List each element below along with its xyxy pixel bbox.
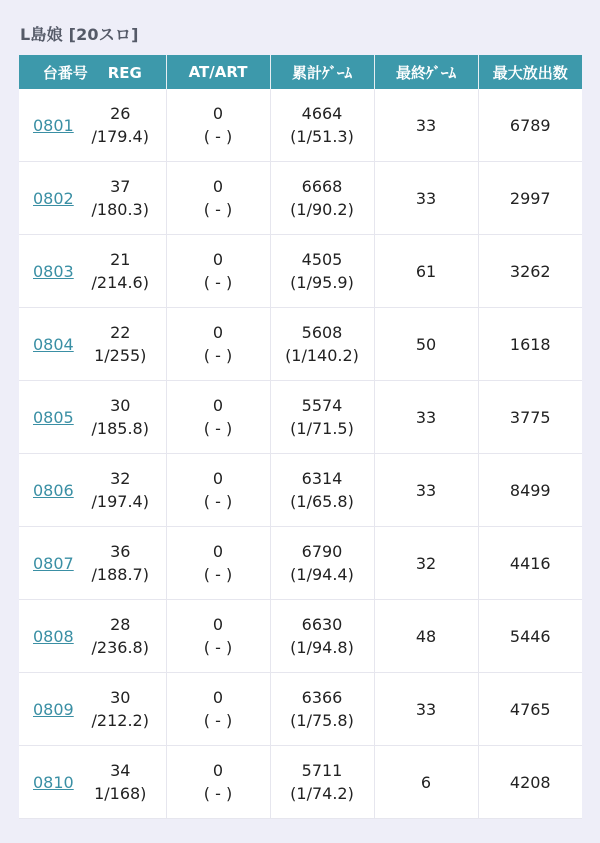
machine-number-link[interactable]: 0804 bbox=[33, 334, 74, 354]
table-row bbox=[19, 600, 582, 673]
max-payout-cell: 3262 bbox=[478, 235, 582, 308]
machine-reg-cell bbox=[19, 89, 166, 162]
at-count: 0 bbox=[212, 761, 224, 780]
max-payout-cell: 5446 bbox=[478, 600, 582, 673]
total-games-cell bbox=[270, 527, 374, 600]
at-count: 0 bbox=[212, 396, 224, 415]
reg-value bbox=[81, 394, 166, 440]
total-games-cell bbox=[270, 600, 374, 673]
at-probability: ( - ) bbox=[203, 784, 233, 803]
at-probability: ( - ) bbox=[203, 200, 233, 219]
machine-number-link[interactable]: 0803 bbox=[33, 261, 74, 281]
total-games-cell bbox=[270, 381, 374, 454]
total-games: 6630 bbox=[301, 615, 343, 634]
total-probability: (1/74.2) bbox=[290, 784, 354, 803]
table-header-row bbox=[19, 55, 582, 89]
table-body bbox=[19, 89, 582, 819]
machine-number-link[interactable]: 0801 bbox=[33, 115, 74, 135]
at-probability: ( - ) bbox=[203, 638, 233, 657]
at-art-cell bbox=[166, 162, 270, 235]
machine-number-link[interactable]: 0807 bbox=[33, 553, 74, 573]
max-payout-cell: 4765 bbox=[478, 673, 582, 746]
machine-reg-cell bbox=[19, 381, 166, 454]
reg-value bbox=[81, 248, 166, 294]
max-payout-cell: 4208 bbox=[478, 746, 582, 819]
reg-probability: /236.8) bbox=[91, 638, 149, 657]
reg-probability: /197.4) bbox=[91, 492, 149, 511]
table-row bbox=[19, 235, 582, 308]
reg-probability: /188.7) bbox=[91, 565, 149, 584]
machine-reg-cell bbox=[19, 673, 166, 746]
at-art-cell bbox=[166, 746, 270, 819]
total-games: 5608 bbox=[301, 323, 343, 342]
total-games-cell bbox=[270, 673, 374, 746]
total-games: 6314 bbox=[301, 469, 343, 488]
header-machine-no: 台番号 bbox=[42, 63, 88, 82]
at-probability: ( - ) bbox=[203, 346, 233, 365]
reg-value bbox=[81, 540, 166, 586]
machine-number-link[interactable]: 0806 bbox=[33, 480, 74, 500]
machine-number-link[interactable]: 0802 bbox=[33, 188, 74, 208]
at-art-cell bbox=[166, 381, 270, 454]
header-last-games: 最終ｹﾞｰﾑ bbox=[374, 55, 478, 89]
at-count: 0 bbox=[212, 542, 224, 561]
total-games: 4664 bbox=[301, 104, 343, 123]
at-count: 0 bbox=[212, 688, 224, 707]
at-art-cell bbox=[166, 308, 270, 381]
reg-count: 34 bbox=[110, 761, 131, 780]
last-games-cell: 50 bbox=[374, 308, 478, 381]
max-payout-cell: 4416 bbox=[478, 527, 582, 600]
header-at-art: AT/ART bbox=[166, 55, 270, 89]
last-games-cell: 33 bbox=[374, 454, 478, 527]
header-reg: REG bbox=[107, 63, 142, 82]
reg-count: 32 bbox=[110, 469, 131, 488]
at-art-cell bbox=[166, 527, 270, 600]
at-count: 0 bbox=[212, 615, 224, 634]
at-count: 0 bbox=[212, 469, 224, 488]
reg-probability: /212.2) bbox=[91, 711, 149, 730]
reg-count: 36 bbox=[110, 542, 131, 561]
reg-count: 28 bbox=[110, 615, 131, 634]
total-games-cell bbox=[270, 308, 374, 381]
total-probability: (1/140.2) bbox=[285, 346, 359, 365]
at-probability: ( - ) bbox=[203, 419, 233, 438]
reg-count: 26 bbox=[110, 104, 131, 123]
machine-number-link[interactable]: 0809 bbox=[33, 699, 74, 719]
reg-value bbox=[81, 759, 166, 805]
last-games-cell: 33 bbox=[374, 162, 478, 235]
table-row bbox=[19, 527, 582, 600]
last-games-cell: 48 bbox=[374, 600, 478, 673]
at-count: 0 bbox=[212, 323, 224, 342]
reg-count: 22 bbox=[110, 323, 131, 342]
reg-value bbox=[81, 102, 166, 148]
at-probability: ( - ) bbox=[203, 492, 233, 511]
total-games: 6790 bbox=[301, 542, 343, 561]
last-games-cell: 32 bbox=[374, 527, 478, 600]
table-row bbox=[19, 162, 582, 235]
table-row bbox=[19, 89, 582, 162]
total-games-cell bbox=[270, 235, 374, 308]
reg-probability: /180.3) bbox=[91, 200, 149, 219]
machine-reg-cell bbox=[19, 746, 166, 819]
table-row bbox=[19, 381, 582, 454]
reg-value bbox=[81, 686, 166, 732]
reg-count: 30 bbox=[110, 688, 131, 707]
table-row bbox=[19, 746, 582, 819]
header-total-games: 累計ｹﾞｰﾑ bbox=[270, 55, 374, 89]
reg-count: 37 bbox=[110, 177, 131, 196]
last-games-cell: 33 bbox=[374, 381, 478, 454]
total-games: 6668 bbox=[301, 177, 343, 196]
header-max-payout: 最大放出数 bbox=[478, 55, 582, 89]
total-games: 5711 bbox=[301, 761, 343, 780]
reg-probability: /179.4) bbox=[91, 127, 149, 146]
at-probability: ( - ) bbox=[203, 711, 233, 730]
total-probability: (1/75.8) bbox=[290, 711, 354, 730]
at-probability: ( - ) bbox=[203, 565, 233, 584]
at-count: 0 bbox=[212, 250, 224, 269]
total-probability: (1/90.2) bbox=[290, 200, 354, 219]
max-payout-cell: 2997 bbox=[478, 162, 582, 235]
at-probability: ( - ) bbox=[203, 273, 233, 292]
total-probability: (1/65.8) bbox=[290, 492, 354, 511]
at-count: 0 bbox=[212, 177, 224, 196]
total-probability: (1/51.3) bbox=[290, 127, 354, 146]
reg-count: 21 bbox=[110, 250, 131, 269]
reg-value bbox=[81, 613, 166, 659]
page-title: L島娘 [20スロ] bbox=[20, 25, 139, 44]
max-payout-cell: 6789 bbox=[478, 89, 582, 162]
last-games-cell: 6 bbox=[374, 746, 478, 819]
machine-reg-cell bbox=[19, 600, 166, 673]
reg-probability: /214.6) bbox=[91, 273, 149, 292]
total-games-cell bbox=[270, 89, 374, 162]
total-probability: (1/95.9) bbox=[290, 273, 354, 292]
at-art-cell bbox=[166, 454, 270, 527]
machine-reg-cell bbox=[19, 527, 166, 600]
machine-number-link[interactable]: 0808 bbox=[33, 626, 74, 646]
total-games-cell bbox=[270, 454, 374, 527]
total-probability: (1/94.8) bbox=[290, 638, 354, 657]
header-machine-no-reg bbox=[19, 55, 166, 89]
reg-probability: /185.8) bbox=[91, 419, 149, 438]
machine-number-link[interactable]: 0805 bbox=[33, 407, 74, 427]
machine-number-link[interactable]: 0810 bbox=[33, 772, 74, 792]
last-games-cell: 33 bbox=[374, 89, 478, 162]
last-games-cell: 33 bbox=[374, 673, 478, 746]
max-payout-cell: 8499 bbox=[478, 454, 582, 527]
max-payout-cell: 1618 bbox=[478, 308, 582, 381]
total-games: 5574 bbox=[301, 396, 343, 415]
reg-count: 30 bbox=[110, 396, 131, 415]
table-row bbox=[19, 308, 582, 381]
total-probability: (1/71.5) bbox=[290, 419, 354, 438]
total-games: 4505 bbox=[301, 250, 343, 269]
at-count: 0 bbox=[212, 104, 224, 123]
machine-reg-cell bbox=[19, 308, 166, 381]
at-art-cell bbox=[166, 673, 270, 746]
reg-probability: 1/168) bbox=[94, 784, 147, 803]
at-art-cell bbox=[166, 600, 270, 673]
total-games: 6366 bbox=[301, 688, 343, 707]
machine-reg-cell bbox=[19, 162, 166, 235]
total-games-cell bbox=[270, 162, 374, 235]
reg-value bbox=[81, 321, 166, 367]
machine-reg-cell bbox=[19, 235, 166, 308]
at-art-cell bbox=[166, 235, 270, 308]
machine-data-table bbox=[19, 55, 582, 819]
total-games-cell bbox=[270, 746, 374, 819]
table-row bbox=[19, 454, 582, 527]
reg-value bbox=[81, 467, 166, 513]
table-row bbox=[19, 673, 582, 746]
at-art-cell bbox=[166, 89, 270, 162]
max-payout-cell: 3775 bbox=[478, 381, 582, 454]
reg-probability: 1/255) bbox=[94, 346, 147, 365]
total-probability: (1/94.4) bbox=[290, 565, 354, 584]
reg-value bbox=[81, 175, 166, 221]
at-probability: ( - ) bbox=[203, 127, 233, 146]
last-games-cell: 61 bbox=[374, 235, 478, 308]
machine-reg-cell bbox=[19, 454, 166, 527]
